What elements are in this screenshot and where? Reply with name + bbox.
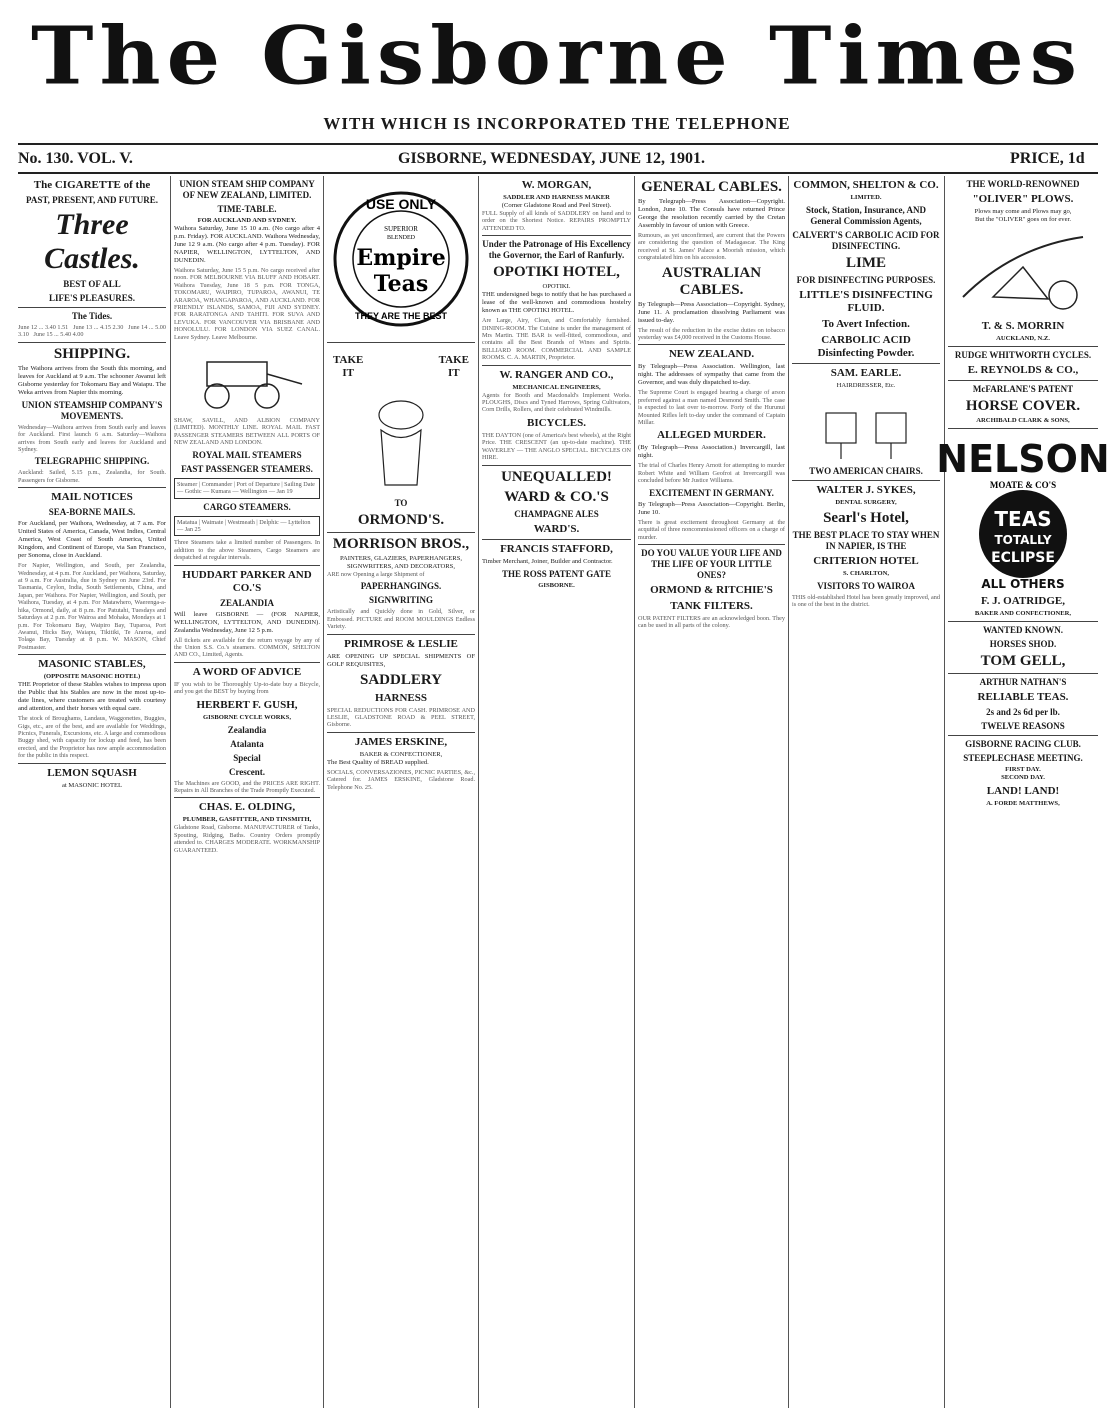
carbolic-powder-heading: CARBOLIC ACID Disinfecting Powder. xyxy=(817,334,915,359)
australian-cables-text: By Telegraph—Press Association—Copyright. Sydney, June 11. A proclamation dissolving Parliament was issued to-day. xyxy=(638,300,785,324)
morgan-sub: SADDLER AND HARNESS MAKER xyxy=(503,194,610,201)
signwriting-heading: SIGNWRITING xyxy=(368,595,433,606)
morrin-heading: T. & S. MORRIN xyxy=(981,320,1065,332)
reliable-teas-heading: RELIABLE TEAS. xyxy=(977,691,1069,703)
lemon-squash-heading: LEMON SQUASH xyxy=(47,766,137,779)
morrison-heading: MORRISON BROS., xyxy=(332,536,470,552)
lime-sub: FOR DISINFECTING PURPOSES. xyxy=(796,275,936,285)
barber-chair-illustration xyxy=(811,393,921,463)
ward-sub: CHAMPAGNE ALES xyxy=(514,508,599,519)
atalanta-label: Atalanta xyxy=(230,738,264,749)
empire-badge-blended: BLENDED xyxy=(387,235,415,241)
wanted-known-heading: WANTED KNOWN. xyxy=(982,625,1063,635)
lemon-squash-sub: at MASONIC HOTEL xyxy=(61,781,123,789)
dateline-bar xyxy=(0,150,1114,172)
take-right: TAKE IT xyxy=(438,354,469,379)
column-3: USE ONLY SUPERIOR BLENDED Empire Teas THEY ARE THE BEST TAKE IT TAKE IT TO ORMOND'S. MORRISON BROS., PAINTERS, GLAZIERS, PAPERHANGERS, SIGNWRITERS, AND DECORATORS, ARE now Opening a large Shipment of PAPERHANGINGS. SIGNWRITING Artistically and Quickly done in Gold, Silver, or Embossed. PICTURE and ROOM MOULDINGS Endless Variety. PRIMROSE & LESLIE ARE OPENING UP SPECIAL SHIPMENTS OF GOLF REQUISITES, SADDLERY HARNESS SPECIAL REDUCTIONS FOR CASH. PRIMROSE AND LESLIE, GLADSTONE ROAD & PEEL STREET, Gisborne. JAMES ERSKINE, BAKER & CONFECTIONER, The Best Quality of BREAD supplied. SOCIALS, CONVERSAZIONES, PICNIC PARTIES, &c., Catered for. JAMES ERSKINE, Gladstone Road. Telephone No. 25. xyxy=(327,176,475,1408)
morgan-address: (Corner Gladstone Road and Peel Street). xyxy=(501,202,612,209)
james-erskine-heading: JAMES ERSKINE, xyxy=(354,735,448,748)
morgan-heading: W. MORGAN, xyxy=(521,179,592,191)
masthead xyxy=(0,0,1114,150)
steeplechase-heading: STEEPLECHASE MEETING. xyxy=(963,753,1083,763)
cigarette-ad-line1: The CIGARETTE of the xyxy=(33,179,151,191)
morrin-sub: AUCKLAND, N.Z. xyxy=(996,335,1050,342)
herbert-gush-sub: GISBORNE CYCLE WORKS, xyxy=(203,713,291,721)
column-divider xyxy=(944,176,945,1408)
primrose-sub: ARE OPENING UP SPECIAL SHIPMENTS OF GOLF REQUISITES, xyxy=(327,652,475,668)
masonic-stables-sub: (OPPOSITE MASONIC HOTEL) xyxy=(43,673,141,681)
shipping-heading: SHIPPING. xyxy=(53,345,131,362)
bread-text: The Best Quality of BREAD supplied. xyxy=(327,758,429,766)
zealandia-label: Zealandia xyxy=(227,724,267,735)
masonic-stables-heading: MASONIC STABLES, xyxy=(38,658,146,671)
cargo-steamers-heading: CARGO STEAMERS. xyxy=(203,501,291,512)
stafford-heading: FRANCIS STAFFORD, xyxy=(500,542,613,555)
excitement-heading: EXCITEMENT IN GERMANY. xyxy=(649,487,774,498)
nelson-label: NELSON xyxy=(936,437,1110,481)
gisborne-label: GISBORNE. xyxy=(538,581,575,589)
oatridge-sub: BAKER AND CONFECTIONER, xyxy=(974,610,1072,617)
totally-label: TOTALLY xyxy=(994,533,1052,547)
sykes-sub: DENTAL SURGERY, xyxy=(835,499,897,506)
general-cables-text: By Telegraph—Press Association—Copyright. London, June 10. The Consuls have returned Prince George the resolution recently carried by the Cretan Assembly in favour of union with Greece. xyxy=(638,198,785,229)
column-5: GENERAL CABLES. By Telegraph—Press Association—Copyright. London, June 10. The Consuls have returned Prince George the resolution recently carried by the Cretan Assembly in favour of union with Greece. Rumours, as yet unconfirmed, are current that the Powers are considering the question of Madagascar. The King received at St. James' Palace a Moorish mission, which congratulated him on his accession. AUSTRALIAN CABLES. By Telegraph—Press Association—Copyright. Sydney, June 11. A proclamation dissolving Parliament was issued to-day. The result of the reduction in the excise duties on tobacco yesterday was £4,000 received in the Customs House. NEW ZEALAND. By Telegraph—Press Association. Wellington, last night. The addresses of sympathy that came from the Governor, and was duly dispatched to-day. The Supreme Court is engaged hearing a charge of arson preferred against a man named Desmond Smith. The case is expected to last over to-morrow. Forty of the Hurunui Mounted Rifles left to-day under the command of Captain Millar. ALLEGED MURDER. (By Telegraph—Press Association.) Invercargill, last night. The trial of Charles Henry Arnott for attempting to murder Robert White and William Geofroi at Invercargill was concluded before Mr Justice Williams. EXCITEMENT IN GERMANY. By Telegraph—Press Association—Copyright. Berlin, June 10. There is great excitement throughout Germany at the acquittal of three noncommissioned officers on a charge of murder. DO YOU VALUE YOUR LIFE AND THE LIFE OF YOUR LITTLE ONES? ORMOND & RITCHIE'S TANK FILTERS. OUR PATENT FILTERS are an acknowledged boon. They can be used in all parts of the colony. xyxy=(638,179,785,630)
eclipse-label: ECLIPSE xyxy=(991,550,1055,566)
oliver-line3: Plows may come and Plows may go, xyxy=(974,208,1072,215)
stafford-sub: Timber Merchant, Joiner, Builder and Contractor. xyxy=(482,557,613,565)
issue-price: PRICE, 1d xyxy=(1010,150,1085,167)
lime-heading: LIME xyxy=(845,255,886,271)
new-zealand-text: By Telegraph—Press Association. Wellington, last night. The addresses of sympathy that came from the Governor, and was duly dispatched to-day. xyxy=(638,363,785,387)
arthur-nathan-heading: ARTHUR NATHAN'S xyxy=(979,677,1067,687)
ormond-ritchie-heading: ORMOND & RITCHIE'S xyxy=(650,583,773,596)
excitement-text: By Telegraph—Press Association—Copyright. Berlin, June 10. xyxy=(638,500,785,516)
empire-badge-bottom: THEY ARE THE BEST xyxy=(354,311,448,321)
empire-badge-empire: Empire xyxy=(356,245,446,271)
empire-badge-teas: Teas xyxy=(373,271,429,297)
dateline-rule xyxy=(18,172,1098,174)
teas-label: TEAS xyxy=(994,507,1052,531)
avert-heading: To Avert Infection. xyxy=(822,318,910,330)
shipping-text: The Waihora arrives from the South this morning, and leaves for Auckland at 9 a.m. The schooner Awanui left Gisborne yesterday for Tokomaru Bay and Waiapu. The Weka arrives from Napier this morning. xyxy=(18,364,166,396)
racing-club-heading: GISBORNE RACING CLUB. xyxy=(965,739,1081,749)
sam-earle-heading: SAM. EARLE. xyxy=(830,367,902,379)
mail-notices-heading: MAIL NOTICES xyxy=(51,491,133,504)
opotiki-heading: OPOTIKI HOTEL, xyxy=(493,264,620,281)
tank-filters-heading: TANK FILTERS. xyxy=(670,599,753,612)
value-your-life-heading: DO YOU VALUE YOUR LIFE AND THE LIFE OF YOUR LITTLE ONES? xyxy=(641,547,782,580)
huddart-heading: HUDDART PARKER AND CO.'S xyxy=(182,568,312,594)
carriage-illustration xyxy=(187,344,307,414)
usc-movements-heading: UNION STEAMSHIP COMPANY'S MOVEMENTS. xyxy=(21,399,163,421)
sykes-heading: WALTER J. SYKES, xyxy=(816,484,916,496)
column-divider xyxy=(170,176,171,1408)
visitors-wairoa-heading: VISITORS TO WAIROA xyxy=(817,581,915,591)
ross-gate-heading: THE ROSS PATENT GATE xyxy=(501,568,612,579)
three-castles-brand: Three Castles. xyxy=(44,208,140,275)
plough-illustration xyxy=(953,227,1093,317)
issue-date: GISBORNE, WEDNESDAY, JUNE 12, 1901. xyxy=(398,150,706,167)
oatridge-heading: F. J. OATRIDGE, xyxy=(980,595,1066,607)
take-it-figure xyxy=(351,385,451,495)
empire-teas-badge xyxy=(331,179,471,339)
special-label: Special xyxy=(233,752,261,763)
ranger-sub: MECHANICAL ENGINEERS, xyxy=(512,383,601,391)
timetable-sub: FOR AUCKLAND AND SYDNEY. xyxy=(197,217,297,224)
take-it-ad xyxy=(333,351,469,382)
primrose-heading: PRIMROSE & LESLIE xyxy=(344,637,458,650)
common-shelton-sub: LIMITED. xyxy=(850,194,882,201)
fast-passenger-heading: FAST PASSENGER STEAMERS. xyxy=(181,463,313,474)
nelson-sub: MOATE & CO'S xyxy=(989,480,1057,490)
timetable-text: Waihora Saturday, June 15 10 a.m. (No cargo after 4 p.m. Friday). FOR AUCKLAND. Waihora Wednesday, June 12 9 a.m. (No cargo after 4 p.m. Tuesday). FOR NAPIER, WELLINGTON, LYTTELTON, AND DUNEDIN. xyxy=(174,225,320,264)
newspaper-title: The Gisborne Times xyxy=(30,8,1083,103)
first-day-heading: FIRST DAY. xyxy=(1005,766,1041,773)
patronage-text: Under the Patronage of His Excellency the Governor, the Earl of Ranfurly. xyxy=(482,239,631,261)
empire-badge-top: USE ONLY xyxy=(365,196,437,212)
to-label: TO xyxy=(394,498,408,508)
usc-title: UNION STEAM SHIP COMPANY OF NEW ZEALAND, LIMITED. xyxy=(179,179,315,200)
word-of-advice-heading: A WORD OF ADVICE xyxy=(192,665,302,678)
tides-heading: The Tides. xyxy=(71,311,113,321)
general-cables-heading: GENERAL CABLES. xyxy=(641,179,782,195)
oliver-line4: But the "OLIVER" goes on for ever. xyxy=(974,216,1072,223)
cigarette-ad-line4: LIFE'S PLEASURES. xyxy=(48,293,136,303)
reynolds-heading: E. REYNOLDS & CO., xyxy=(967,364,1079,376)
stock-agents-heading: Stock, Station, Insurance, AND General Commission Agents, xyxy=(805,205,926,226)
ranger-heading: W. RANGER AND CO., xyxy=(499,368,614,381)
sam-earle-sub: HAIRDRESSER, Etc. xyxy=(836,382,896,389)
new-zealand-heading: NEW ZEALAND. xyxy=(668,348,755,361)
land-heading: LAND! LAND! xyxy=(986,785,1060,797)
australian-cables-heading: AUSTRALIAN CABLES. xyxy=(661,264,762,298)
chas-olding-sub: PLUMBER, GASFITTER, AND TINSMITH, xyxy=(182,816,312,824)
horses-shod-heading: HORSES SHOD. xyxy=(989,639,1057,649)
nelson-teas-badge xyxy=(936,432,1110,592)
oliver-line1: THE WORLD-RENOWNED xyxy=(966,179,1080,189)
timetable-heading: TIME-TABLE. xyxy=(217,204,277,214)
all-others-label: ALL OTHERS xyxy=(981,577,1065,591)
masonic-stables-text: THE Proprietor of these Stables wishes to impress upon the Public that his Stables are now in the most up-to-date lines, where customers are treated with courtesy and attention, and their horses with equal care. xyxy=(18,681,166,713)
column-2: UNION STEAM SHIP COMPANY OF NEW ZEALAND, LIMITED. TIME-TABLE. FOR AUCKLAND AND SYDNEY. Waihora Saturday, June 15 10 a.m. (No cargo after 4 p.m. Friday). FOR AUCKLAND. Waihora Wednesday, June 12 9 a.m. (No cargo after 4 p.m. Tuesday). FOR NAPIER, WELLINGTON, LYTTELTON, AND DUNEDIN. Waihora Saturday, June 15 5 p.m. No cargo received after noon. FOR MELBOURNE VIA BLUFF AND HOBART. Waihora Tuesday, June 18 5 p.m. FOR TONGA, TOKOMARU, WAIPIRO, TUPAROA, AWANUI, TE ARAROA, WHANGAPAROA, AND AUCKLAND. FOR FRIENDLY ISLANDS, SAMOA, FIJI AND SYDNEY. FOR RARATONGA AND TAHITI. FOR SUVA AND LEVUKA. FOR VANCOUVER VIA BRISBANE AND HONOLULU. FOR LONDON VIA SUEZ CANAL. Leave Sydney. Leave Melbourne. SHAW, SAVILL, AND ALBION COMPANY (LIMITED). MONTHLY LINE. ROYAL MAIL FAST PASSENGER STEAMERS BETWEEN ALL PORTS OF NEW ZEALAND AND LONDON. ROYAL MAIL STEAMERS FAST PASSENGER STEAMERS. Steamer | Commander | Port of Departure | Sailing Date — Gothic — Kumara — Wellington — Jan 19 CARGO STEAMERS. Matatua | Waimate | Westmeath | Delphic — Lyttelton — Jan 25 Three Steamers take a limited number of Passengers. In addition to the above Steamers, Cargo Steamers are despatched at regular intervals. HUDDART PARKER AND CO.'S ZEALANDIA Will leave GISBORNE — (FOR NAPIER, WELLINGTON, LYTTELTON, AND DUNEDIN). Zealandia Wednesday, June 12 5 p.m. All tickets are available for the return voyage by any of the Union S.S. Co.'s steamers. COMMON, SHELTON AND CO., Limited, Agents. A WORD OF ADVICE IF you wish to be Thoroughly Up-to-date buy a Bicycle, and you get the BEST by buying from HERBERT F. GUSH, GISBORNE CYCLE WORKS, Zealandia Atalanta Special Crescent. The Machines are GOOD, and the PRICES ARE RIGHT. Repairs in All Branches of the Trade Promptly Executed. CHAS. E. OLDING, PLUMBER, GASFITTER, AND TINSMITH, Gladstone Road, Gisborne. MANUFACTURER of Tanks, Spouting, Ridging, Baths. Country Orders promptly attended to. CHARGES MODERATE. WORKMANSHIP GUARANTEED. xyxy=(174,179,320,854)
searls-hotel-heading: Searl's Hotel, xyxy=(823,510,909,526)
alleged-murder-text: (By Telegraph—Press Association.) Invercargill, last night. xyxy=(638,444,785,460)
column-7 xyxy=(936,176,1110,1408)
masthead-subtitle: WITH WHICH IS INCORPORATED THE TELEPHONE xyxy=(323,114,791,133)
column-1: The CIGARETTE of the PAST, PRESENT, AND FUTURE. Three Castles. BEST OF ALL LIFE'S PLEASURES. The Tides. June 12 ... 3.40 1.51 June 13 ... 4.15 2.30 June 14 ... 5.00 3.10 June 15 ... 5.40 4.00 SHIPPING. The Waihora arrives from the South this morning, and leaves for Auckland at 9 a.m. The schooner Awanui left Gisborne yesterday for Tokomaru Bay and Waiapu. The Weka arrives from Napier this morning. UNION STEAMSHIP COMPANY'S MOVEMENTS. Wednesday—Waihora arrives from South early and leaves for Auckland. First launch 6 a.m. Saturday—Waihora arrives from South early and leaves for Auckland and Sydney. TELEGRAPHIC SHIPPING. Auckland: Sailed, 5.15 p.m., Zealandia, for South. Passengers for Gisborne. MAIL NOTICES SEA-BORNE MAILS. For Auckland, per Waihora, Wednesday, at 7 a.m. For United States of America, Canada, West Indies, Central America, West Coast of South America, United Kingdom, and Continent of Europe, via San Francisco, per Sonoma, close in Auckland. For Napier, Wellington, and South, per Zealandia, Wednesday, at 4 p.m. For Auckland, per Waihora, Saturday, at 9 a.m. For Australia, due in Sydney on June 23rd. For Tasmania, Ceylon, India, South Settlements, China, and Japan, per Waihora. For Napier, Wellington, and South, per Waihora, Tuesday, at 4 p.m. For Matawhero, Waerenga-a-hika, Ormond, daily, at 8 p.m. For Patutahi, Tuesdays and Saturdays at 2 p.m. For Wairoa and Mohaka, Mondays at 1 p.m. For Tokomaru Bay, Waipiro Bay, Tuparoa, Port Awanui, Hicks Bay, Waiapu, Tikitiki, Te Araroa, and Tolaga Bay, Tuesday at 8 p.m. W. MASON, Chief Postmaster. MASONIC STABLES, (OPPOSITE MASONIC HOTEL) THE Proprietor of these Stables wishes to impress upon the Public that his Stables are now in the most up-to-date lines, where customers are treated with courtesy and attention, and their horses with equal care. The stock of Broughams, Landaus, Waggonettes, Buggies, Gigs, etc., are of the best, and are available for Weddings, Picnics, Funerals, Excursions, etc. A large and commodious Buggy shed, with capacity for lockup and feed, has been erected, and the Proprietor has now ample accommodation for the public in this respect. LEMON SQUASH at MASONIC HOTEL xyxy=(18,179,166,789)
twelve-reasons-heading: TWELVE REASONS xyxy=(981,721,1065,731)
two-chairs-heading: TWO AMERICAN CHAIRS. xyxy=(809,466,923,476)
column-4: W. MORGAN, SADDLER AND HARNESS MAKER (Corner Gladstone Road and Peel Street). FULL Supply of all kinds of SADDLERY on hand and to order on the Shortest Notice. REPAIRS PROMPTLY ATTENDED TO. Under the Patronage of His Excellency the Governor, the Earl of Ranfurly. OPOTIKI HOTEL, OPOTIKI. THE undersigned begs to notify that he has purchased a lease of the well-known and commodious hostelry known as THE OPOTIKI HOTEL. Are Large, Airy, Clean, and Comfortably furnished. DINING-ROOM. The Cuisine is under the management of Mrs Martin. THE BAR is well-fitted, commodious, and contains all the Best Brands of Wines and Spirits. BILLIARD ROOM. COMMERCIAL AND SAMPLE ROOMS. C. A. MARTIN, Proprietor. W. RANGER AND CO., MECHANICAL ENGINEERS, Agents for Booth and Macdonald's Implement Works. PLOUGHS, Discs and Tyned Harrows, Spring Cultivators, Corn Drills, Rollers, and their celebrated Windmills. BICYCLES. THE DAYTON (one of America's best wheels), at the Right Price. THE CRESCENT (an up-to-date machine). THE WAVERLEY — THE ANGLO SPECIAL. BICYCLES ON HIRE. UNEQUALLED! WARD & CO.'S CHAMPAGNE ALES WARD'S. FRANCIS STAFFORD, Timber Merchant, Joiner, Builder and Contractor. THE ROSS PATENT GATE GISBORNE. xyxy=(482,179,631,589)
empire-badge-superior: SUPERIOR xyxy=(384,225,418,233)
opotiki-text: THE undersigned begs to notify that he has purchased a lease of the well-known and commodious hostelry known as THE OPOTIKI HOTEL. xyxy=(482,291,631,315)
cigarette-ad-line2: PAST, PRESENT, AND FUTURE. xyxy=(25,195,159,205)
best-place-heading: THE BEST PLACE TO STAY WHEN IN NAPIER, IS THE xyxy=(792,530,940,551)
column-divider xyxy=(323,176,324,1408)
common-shelton-heading: COMMON, SHELTON & CO. xyxy=(793,179,939,191)
morrison-sub: PAINTERS, GLAZIERS, PAPERHANGERS, SIGNWRITERS, AND DECORATORS, xyxy=(339,555,463,570)
column-6: COMMON, SHELTON & CO. LIMITED. Stock, Station, Insurance, AND General Commission Agents, CALVERT'S CARBOLIC ACID FOR DISINFECTING. LIME FOR DISINFECTING PURPOSES. LITTLE'S DISINFECTING FLUID. To Avert Infection. CARBOLIC ACID Disinfecting Powder. SAM. EARLE. HAIRDRESSER, Etc. TWO AMERICAN CHAIRS. WALTER J. SYKES, DENTAL SURGERY, Searl's Hotel, THE BEST PLACE TO STAY WHEN IN NAPIER, IS THE CRITERION HOTEL S. CHARLTON, VISITORS TO WAIROA THIS old-established Hotel has been greatly improved, and is one of the best in the district. xyxy=(792,179,940,609)
opotiki-sub: OPOTIKI. xyxy=(542,283,571,291)
royal-mail-heading: ROYAL MAIL STEAMERS xyxy=(192,449,302,460)
horse-cover-heading: HORSE COVER. xyxy=(965,398,1081,414)
column-divider xyxy=(478,176,479,1408)
rudge-heading: RUDGE WHITWORTH CYCLES. xyxy=(954,350,1092,360)
ward-heading: WARD & CO.'S xyxy=(504,488,609,505)
wards-heading: WARD'S. xyxy=(533,522,580,535)
paperhangings-heading: PAPERHANGINGS. xyxy=(360,581,442,592)
chas-olding-heading: CHAS. E. OLDING, xyxy=(198,801,296,814)
calverts-heading: CALVERT'S CARBOLIC ACID FOR DISINFECTING. xyxy=(792,230,940,251)
masthead-rule xyxy=(18,143,1098,145)
mail-text: For Auckland, per Waihora, Wednesday, at 7 a.m. For United States of America, Canada, West Indies, Central America, West Coast of South America, United Kingdom, and Continent of Europe, via San Francisco, per Sonoma, close in Auckland. xyxy=(18,520,166,560)
harness-heading: HARNESS xyxy=(375,691,427,704)
take-left: TAKE IT xyxy=(333,354,364,379)
ormonds-heading: ORMOND'S. xyxy=(357,512,445,528)
alleged-murder-heading: ALLEGED MURDER. xyxy=(657,429,766,442)
james-erskine-sub: BAKER & CONFECTIONER, xyxy=(359,750,443,758)
bicycles-heading: BICYCLES. xyxy=(527,416,586,429)
column-divider xyxy=(788,176,789,1408)
huddart-sub: ZEALANDIA xyxy=(219,597,274,608)
cigarette-ad-line3: BEST OF ALL xyxy=(63,279,121,289)
matthews-label: A. FORDE MATTHEWS, xyxy=(986,800,1060,807)
littles-heading: LITTLE'S DISINFECTING FLUID. xyxy=(799,289,933,314)
charlton-label: S. CHARLTON, xyxy=(843,570,889,577)
tea-price: 2s and 2s 6d per lb. xyxy=(986,707,1060,717)
column-divider xyxy=(634,176,635,1408)
saddlery-heading: SADDLERY xyxy=(360,671,442,688)
herbert-gush-heading: HERBERT F. GUSH, xyxy=(196,698,298,711)
telegraphic-shipping-heading: TELEGRAPHIC SHIPPING. xyxy=(34,456,150,467)
criterion-heading: CRITERION HOTEL xyxy=(813,555,919,567)
tom-gell-heading: TOM GELL, xyxy=(980,653,1066,669)
huddart-text: Will leave GISBORNE — (FOR NAPIER, WELLINGTON, LYTTELTON, AND DUNEDIN). Zealandia Wednesday, June 12 5 p.m. xyxy=(174,610,320,634)
archibald-label: ARCHIBALD CLARK & SONS, xyxy=(976,417,1070,424)
sea-borne-mails-heading: SEA-BORNE MAILS. xyxy=(48,507,136,518)
oliver-line2: "OLIVER" PLOWS. xyxy=(972,193,1074,205)
issue-number: No. 130. VOL. V. xyxy=(18,150,133,167)
unequalled-heading: UNEQUALLED! xyxy=(501,468,612,485)
mcfarlane-heading: McFARLANE'S PATENT xyxy=(972,384,1074,394)
crescent-label: Crescent. xyxy=(228,766,266,777)
second-day-heading: SECOND DAY. xyxy=(1001,774,1045,781)
